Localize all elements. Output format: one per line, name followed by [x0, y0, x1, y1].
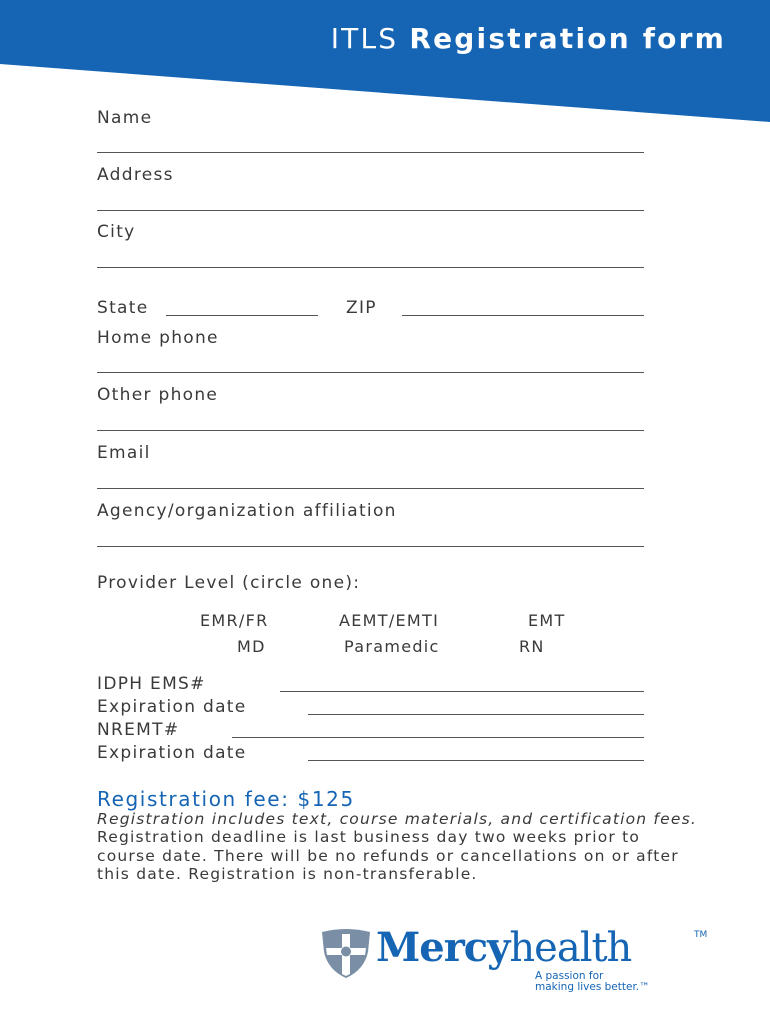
- logo-word-mercy: Mercy: [376, 924, 510, 971]
- provider-option-emt[interactable]: EMT: [528, 611, 566, 630]
- registration-fee-text: [97, 810, 697, 883]
- expiration-label-1: Expiration date: [97, 697, 247, 717]
- mercy-health-logo: [318, 924, 718, 994]
- fee-body-text: Registration deadline is last business day two weeks prior to course date. There will be no refunds or cancellations on or after this date. Registration is non-transferable.: [97, 828, 679, 883]
- other-phone-field[interactable]: [97, 430, 644, 431]
- shield-cross-icon: [318, 928, 374, 980]
- nremt-label: NREMT#: [97, 720, 180, 740]
- idph-ems-field[interactable]: [280, 691, 644, 692]
- logo-trademark: TM: [694, 930, 708, 940]
- provider-option-aemt-emti[interactable]: AEMT/EMTI: [339, 611, 440, 630]
- home-phone-label: Home phone: [97, 328, 219, 348]
- logo-tagline: [535, 971, 650, 993]
- registration-fee-heading: Registration fee: $125: [97, 787, 355, 811]
- city-field[interactable]: [97, 267, 644, 268]
- name-field[interactable]: [97, 152, 644, 153]
- title-bold: Registration form: [409, 22, 726, 55]
- address-field[interactable]: [97, 210, 644, 211]
- logo-tagline-line1: A passion for: [535, 970, 604, 982]
- email-field[interactable]: [97, 488, 644, 489]
- idph-ems-label: IDPH EMS#: [97, 674, 206, 694]
- home-phone-field[interactable]: [97, 372, 644, 373]
- agency-label: Agency/organization affiliation: [97, 501, 397, 521]
- fee-italic-text: Registration includes text, course materials, and certification fees.: [97, 810, 697, 828]
- provider-option-rn[interactable]: RN: [519, 637, 545, 656]
- agency-field[interactable]: [97, 546, 644, 547]
- page-title: [331, 22, 726, 55]
- city-label: City: [97, 222, 136, 242]
- provider-level-label: Provider Level (circle one):: [97, 573, 361, 593]
- expiration-field-2[interactable]: [308, 760, 644, 761]
- logo-tagline-line2: making lives better.™: [535, 981, 650, 993]
- provider-option-md[interactable]: MD: [237, 637, 266, 656]
- email-label: Email: [97, 443, 151, 463]
- provider-option-paramedic[interactable]: Paramedic: [344, 637, 440, 656]
- other-phone-label: Other phone: [97, 385, 219, 405]
- title-light: ITLS: [330, 22, 399, 55]
- zip-label: ZIP: [346, 298, 377, 318]
- provider-option-emr-fr[interactable]: EMR/FR: [200, 611, 269, 630]
- logo-word-health: health: [509, 925, 632, 971]
- state-label: State: [97, 298, 149, 318]
- expiration-field-1[interactable]: [308, 714, 644, 715]
- nremt-field[interactable]: [232, 737, 644, 738]
- address-label: Address: [97, 165, 174, 185]
- logo-wordmark: [376, 924, 631, 971]
- name-label: Name: [97, 108, 153, 128]
- zip-field[interactable]: [402, 315, 644, 316]
- expiration-label-2: Expiration date: [97, 743, 247, 763]
- state-field[interactable]: [166, 315, 318, 316]
